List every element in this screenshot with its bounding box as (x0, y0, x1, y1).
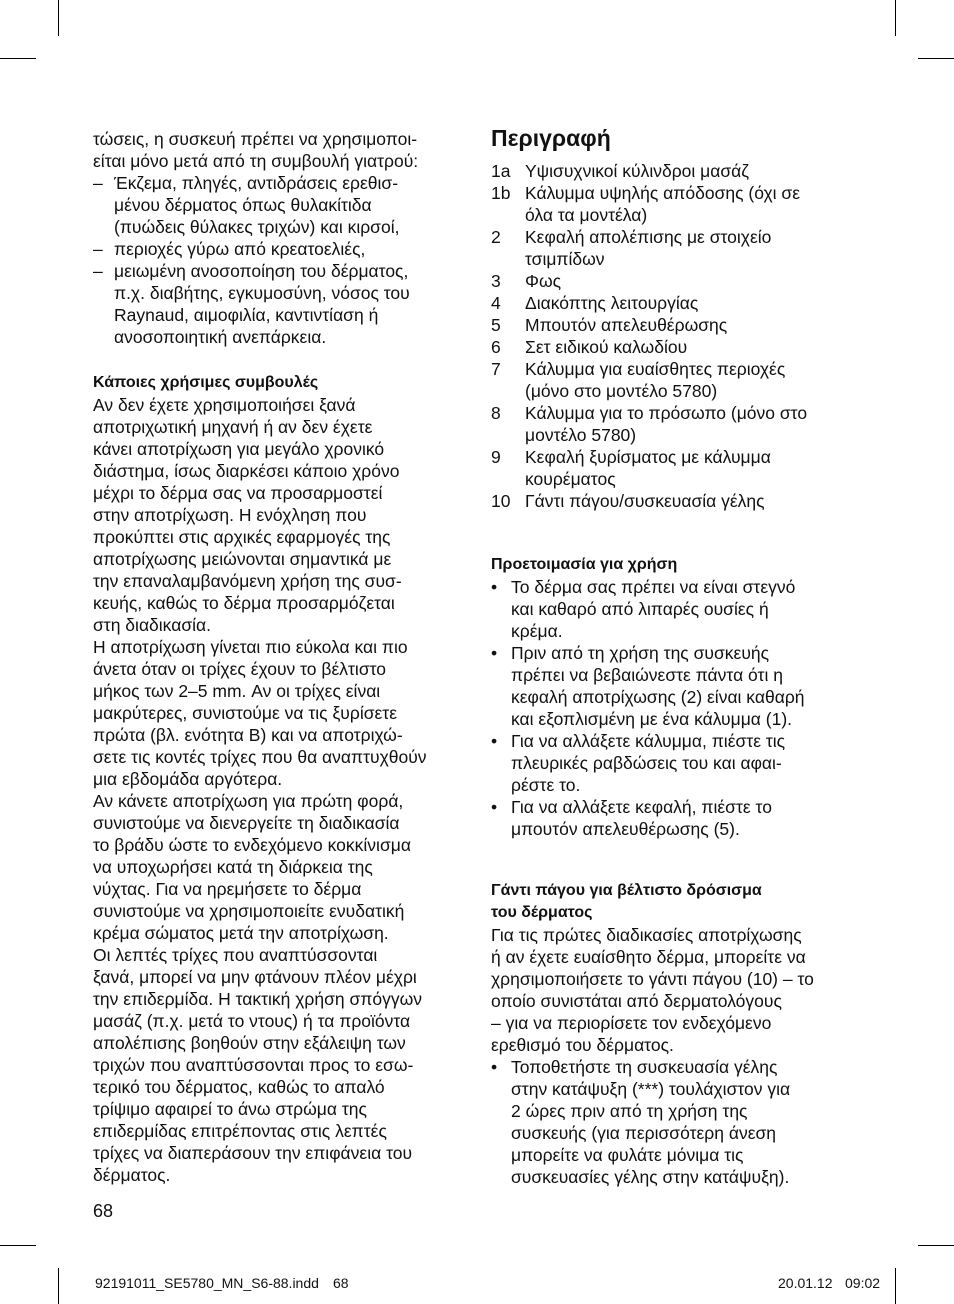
tips-line: μια εβδομάδα αργότερα. (93, 769, 283, 789)
tips-line: την επιδερμίδα. Η τακτική χρήση σπόγγων (93, 989, 423, 1009)
item-number: 1b (491, 183, 511, 203)
item-number: 7 (491, 359, 501, 379)
crop-mark-top-right-horizontal (918, 58, 954, 59)
bullet-marker: • (491, 577, 498, 597)
prep-bullet-line: πρέπει να βεβαιώνεστε πάντα ότι η (511, 665, 783, 685)
tips-line: τριχών που αναπτύσσονται προς το εσω- (93, 1055, 414, 1075)
tips-line: ξανά, μπορεί να μην φτάνουν πλέον μέχρι (93, 967, 417, 987)
dash-item-line: μένου δέρματος όπως θυλακίτιδα (114, 195, 372, 215)
glove-bullet-line: στην κατάψυξη (***) τουλάχιστον για (511, 1079, 791, 1099)
crop-mark-top-left-vertical (58, 0, 59, 36)
item-label: Μπουτόν απελευθέρωσης (525, 315, 728, 335)
dash-item-line: Raynaud, αιμοφιλία, καντιντίαση ή (114, 305, 379, 325)
prep-bullet-line: κεφαλή αποτρίχωσης (2) είναι καθαρή (511, 687, 805, 707)
glove-bullet-line: Τοποθετήστε τη συσκευασία γέλης (511, 1057, 778, 1077)
item-label: όλα τα μοντέλα) (525, 205, 648, 225)
prep-bullet-line: μπουτόν απελευθέρωσης (5). (511, 819, 740, 839)
item-label: Κάλυμμα για ευαίσθητες περιοχές (525, 359, 786, 379)
tips-line: το βράδυ ώστε το ενδεχόμενο κοκκίνισμα (93, 835, 411, 855)
dash-item-line: Έκζεμα, πληγές, αντιδράσεις ερεθισ- (114, 173, 399, 193)
item-label: Κάλυμμα για το πρόσωπο (μόνο στο (525, 403, 808, 423)
prep-bullet-line: Για να αλλάξετε κάλυμμα, πιέστε τις (511, 731, 786, 751)
crop-mark-top-right-vertical (895, 0, 896, 36)
tips-line: μήκος των 2–5 mm. Αν οι τρίχες είναι (93, 681, 381, 701)
crop-mark-bottom-left-horizontal (0, 1245, 36, 1246)
item-label: (μόνο στο μοντέλο 5780) (525, 381, 718, 401)
prep-heading: Προετοιμασία για χρήση (491, 556, 678, 573)
dash-item-line: (πυώδεις θύλακες τριχών) και κιρσοί, (114, 217, 400, 237)
dash-item-line: μειωμένη ανοσοποίηση του δέρματος, (114, 261, 409, 281)
item-label: Φως (525, 271, 562, 291)
tips-line: δέρματος. (93, 1165, 171, 1185)
tips-line: αποτρίχωσης μειώνονται σημαντικά με (93, 549, 392, 569)
bullet-marker: • (491, 731, 498, 751)
tips-line: να υποχωρήσει κατά τη διάρκεια της (93, 857, 373, 877)
item-number: 2 (491, 227, 501, 247)
intro-line: τώσεις, η συσκευή πρέπει να χρησιμοποι- (93, 129, 418, 149)
glove-heading: του δέρματος (491, 904, 593, 921)
item-number: 4 (491, 293, 501, 313)
tips-line: κάνει αποτρίχωση για μεγάλο χρονικό (93, 439, 385, 459)
tips-line: Αν κάνετε αποτρίχωση για πρώτη φορά, (93, 791, 404, 811)
tips-line: επιδερμίδας επιτρέποντας στις λεπτές (93, 1121, 387, 1141)
item-label: Υψισυχνικοί κύλινδροι μασάζ (525, 161, 749, 181)
footer-time: 09:02 (845, 1275, 881, 1291)
bullet-marker: • (491, 643, 498, 663)
prep-bullet-line: κρέμα. (511, 621, 563, 641)
footer-file: 92191011_SE5780_MN_S6-88.indd (95, 1275, 319, 1291)
tips-line: συνιστούμε να χρησιμοποιείτε ενυδατική (93, 901, 405, 921)
item-number: 3 (491, 271, 501, 291)
tips-line: Αν δεν έχετε χρησιμοποιήσει ξανά (93, 395, 356, 415)
tips-line: διάστημα, ίσως διαρκέσει κάποιο χρόνο (93, 461, 400, 481)
prep-bullet-line: ρέστε το. (511, 775, 581, 795)
dash-marker: – (93, 239, 103, 259)
item-label: Κάλυμμα υψηλής απόδοσης (όχι σε (525, 183, 801, 203)
tips-line: συνιστούμε να διενεργείτε τη διαδικασία (93, 813, 400, 833)
item-label: μοντέλο 5780) (525, 425, 637, 445)
intro-line: είται μόνο μετά από τη συμβουλή γιατρού: (93, 151, 419, 171)
crop-mark-bottom-right-vertical (895, 1268, 896, 1304)
tips-line: σετε τις κοντές τρίχες που θα αναπτυχθούν (93, 747, 427, 767)
prep-bullet-line: και καθαρό από λιπαρές ουσίες ή (511, 599, 769, 619)
item-label: Κεφαλή ξυρίσματος με κάλυμμα (525, 447, 771, 467)
dash-marker: – (93, 173, 103, 193)
glove-bullet-line: 2 ώρες πριν από τη χρήση της (511, 1101, 748, 1121)
tips-line: μασάζ (π.χ. μετά το ντους) ή τα προϊόντα (93, 1011, 411, 1031)
tips-line: προκύπτει στις αρχικές εφαρμογές της (93, 527, 391, 547)
crop-mark-bottom-right-horizontal (918, 1245, 954, 1246)
item-number: 9 (491, 447, 501, 467)
page-number: 68 (93, 1201, 114, 1221)
dash-item-line: περιοχές γύρω από κρεατοελιές, (114, 239, 366, 259)
tips-line: μέχρι το δέρμα σας να προσαρμοστεί (93, 483, 383, 503)
dash-item-line: π.χ. διαβήτης, εγκυμοσύνη, νόσος του (114, 283, 410, 303)
item-number: 10 (491, 491, 511, 511)
item-label: Γάντι πάγου/συσκευασία γέλης (525, 491, 765, 511)
tips-heading: Κάποιες χρήσιμες συμβουλές (93, 374, 319, 391)
prep-bullet-line: και εξοπλισμένη με ένα κάλυμμα (1). (511, 709, 793, 729)
tips-line: τρίχες να διαπεράσουν την επιφάνεια του (93, 1143, 413, 1163)
tips-line: κρέμα σώματος μετά την αποτρίχωση. (93, 923, 389, 943)
footer-file-page: 68 (333, 1275, 349, 1291)
crop-mark-top-left-horizontal (0, 58, 36, 59)
tips-line: απολέπισης βοηθούν στην εξάλειψη των (93, 1033, 406, 1053)
dash-marker: – (93, 261, 103, 281)
glove-bullet-line: συσκευασίες γέλης στην κατάψυξη). (511, 1167, 790, 1187)
prep-bullet-line: πλευρικές ραβδώσεις του και αφαι- (511, 753, 782, 773)
prep-bullet-line: Για να αλλάξετε κεφαλή, πιέστε το (511, 797, 772, 817)
dash-item-line: ανοσοποιητική ανεπάρκεια. (114, 327, 327, 347)
tips-line: τερικό του δέρματος, καθώς το απαλό (93, 1077, 385, 1097)
item-label: Κεφαλή απολέπισης με στοιχείο (525, 227, 772, 247)
item-label: κουρέματος (525, 469, 616, 489)
glove-line: οποίο συνιστάται από δερματολόγους (491, 991, 782, 1011)
bullet-marker: • (491, 1057, 498, 1077)
glove-line: ερεθισμό του δέρματος. (491, 1035, 674, 1055)
glove-line: χρησιμοποιήσετε το γάντι πάγου (10) – το (491, 969, 814, 989)
footer-date: 20.01.12 (778, 1275, 833, 1291)
tips-line: Η αποτρίχωση γίνεται πιο εύκολα και πιο (93, 637, 408, 657)
item-number: 6 (491, 337, 501, 357)
prep-bullet-line: Πριν από τη χρήση της συσκευής (511, 643, 770, 663)
section-title: Περιγραφή (491, 125, 611, 151)
glove-line: ή αν έχετε ευαίσθητο δέρμα, μπορείτε να (491, 947, 806, 967)
glove-line: Για τις πρώτες διαδικασίες αποτρίχωσης (491, 925, 802, 945)
tips-line: νύχτας. Για να ηρεμήσετε το δέρμα (93, 879, 362, 899)
tips-line: άνετα όταν οι τρίχες έχουν το βέλτιστο (93, 659, 387, 679)
crop-mark-bottom-left-vertical (58, 1268, 59, 1304)
item-label: Διακόπτης λειτουργίας (525, 293, 699, 313)
tips-line: την επαναλαμβανόμενη χρήση της συσ- (93, 571, 402, 591)
prep-bullet-line: Το δέρμα σας πρέπει να είναι στεγνό (511, 577, 796, 597)
item-label: τσιμπίδων (525, 249, 605, 269)
item-number: 8 (491, 403, 501, 423)
item-number: 5 (491, 315, 501, 335)
tips-line: αποτριχωτική μηχανή ή αν δεν έχετε (93, 417, 373, 437)
glove-bullet-line: μπορείτε να φυλάτε μόνιμα τις (511, 1145, 744, 1165)
tips-line: κευής, καθώς το δέρμα προσαρμόζεται (93, 593, 395, 613)
tips-line: μακρύτερες, συνιστούμε να τις ξυρίσετε (93, 703, 398, 723)
glove-bullet-line: συσκευής (για περισσότερη άνεση (511, 1123, 777, 1143)
tips-line: τρίψιμο αφαιρεί το άνω στρώμα της (93, 1099, 367, 1119)
item-label: Σετ ειδικού καλωδίου (525, 337, 688, 357)
tips-line: πρώτα (βλ. ενότητα B) και να αποτριχώ- (93, 725, 403, 745)
tips-line: στην αποτρίχωση. Η ενόχληση που (93, 505, 367, 525)
glove-heading: Γάντι πάγου για βέλτιστο δρόσισμα (491, 882, 762, 899)
tips-line: Οι λεπτές τρίχες που αναπτύσσονται (93, 945, 378, 965)
glove-line: – για να περιορίσετε τον ενδεχόμενο (491, 1013, 772, 1033)
bullet-marker: • (491, 797, 498, 817)
item-number: 1a (491, 161, 511, 181)
tips-line: στη διαδικασία. (93, 615, 212, 635)
